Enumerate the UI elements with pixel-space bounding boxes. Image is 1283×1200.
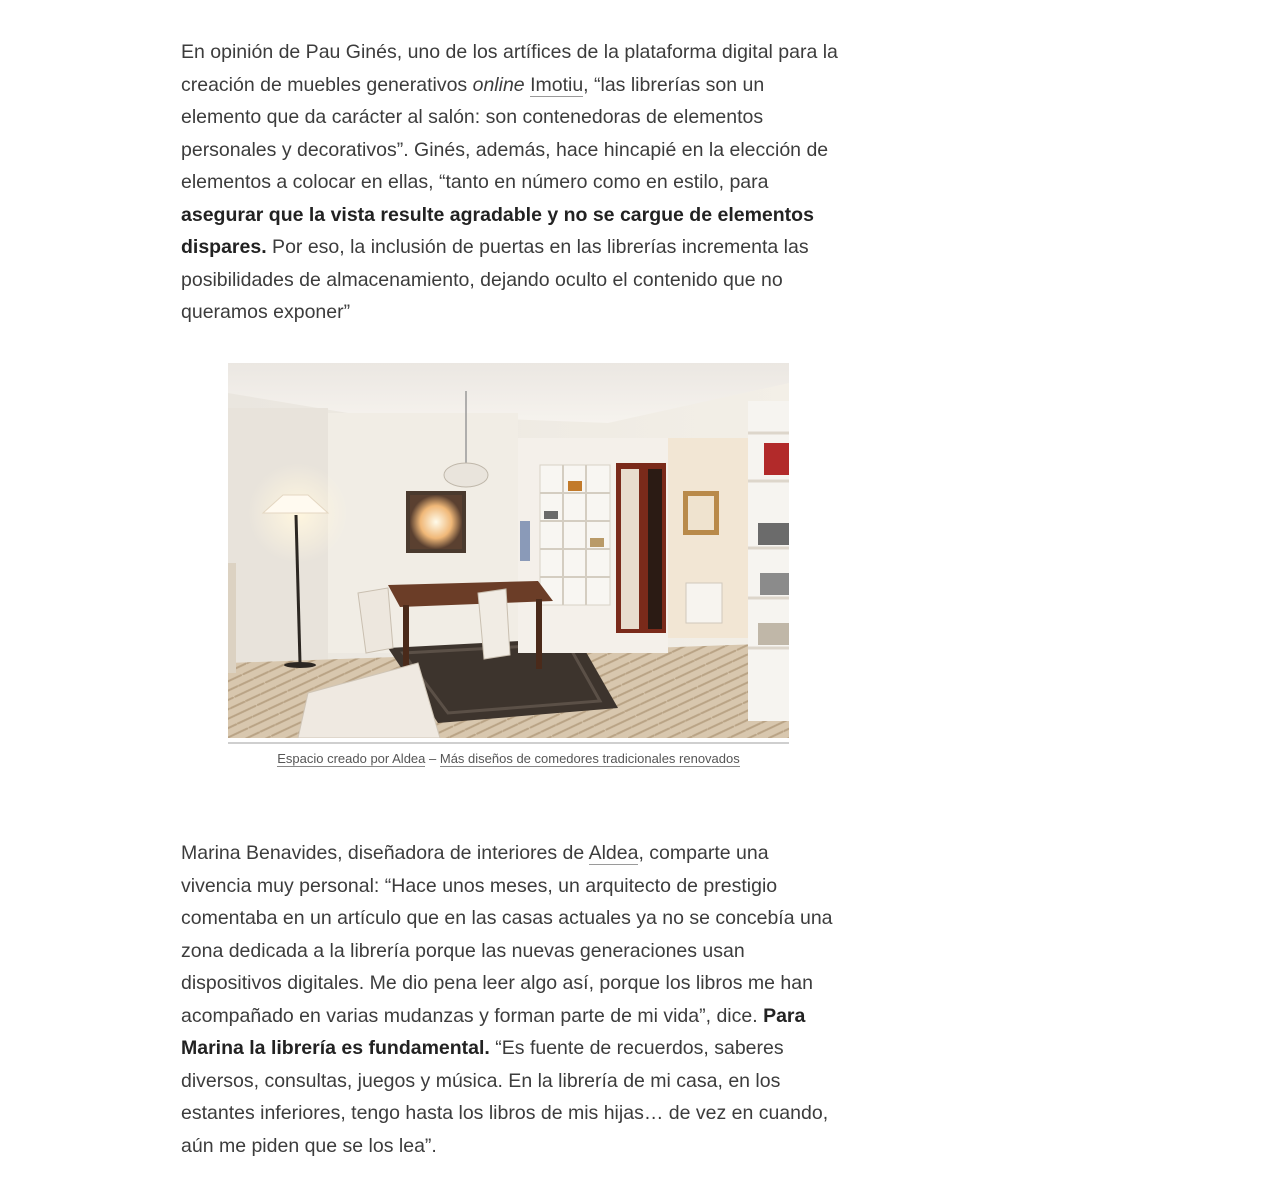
caption-more-designs-link[interactable]: Más diseños de comedores tradicionales renovados	[439, 751, 740, 766]
bold-text: asegurar que la vista resulte agradable y no se cargue de elementos dispares.	[181, 203, 814, 258]
aldea-link[interactable]: Aldea	[588, 842, 639, 864]
caption-separator: –	[425, 751, 440, 766]
emphasis-text: online	[472, 73, 525, 96]
text: , “las librerías son un elemento que da carácter al salón: son contenedoras de elementos personales y decorativos”. Ginés, además, hace hincapié en la elección de elementos a colocar en ellas, “tanto en número como en estilo, para	[181, 73, 829, 193]
text: , comparte una vivencia muy personal: “Hace unos meses, un arquitecto de prestigio comentaba en un artículo que en las casas actuales ya no se concebía una zona dedicada a la librería porque las nuevas generaciones usan dispositivos digitales. Me dio pena leer algo así, porque los libros me han acompañado en varias mudanzas y forman parte de mi vida”, dice.	[181, 842, 833, 1027]
paragraph-marina	[181, 837, 843, 1162]
article-body	[181, 36, 843, 1157]
text: Marina Benavides, diseñadora de interiores de	[181, 842, 589, 864]
text: “Es fuente de recuerdos, saberes diversos, consultas, juegos y música. En la librería de mi casa, en los estantes inferiores, tengo hasta los libros de mis hijas… de vez en cuando, aún me piden que se los lea”.	[181, 1037, 829, 1157]
paragraph-intro	[181, 36, 843, 329]
dining-room-figure	[228, 363, 789, 768]
caption-rule	[228, 742, 789, 744]
bold-text: Para Marina la librería es fundamental.	[181, 1004, 806, 1059]
dining-room-photo	[228, 363, 789, 738]
figure-caption	[228, 750, 789, 768]
caption-aldea-link[interactable]: Espacio creado por Aldea	[277, 751, 426, 766]
imotiu-link[interactable]: Imotiu	[530, 73, 584, 96]
text: En opinión de Pau Ginés, uno de los artífices de la plataforma digital para la creación de muebles generativos	[181, 41, 838, 96]
text: Por eso, la inclusión de puertas en las librerías incrementa las posibilidades de almacenamiento, dejando oculto el contenido que no queramos exponer”	[181, 236, 809, 323]
